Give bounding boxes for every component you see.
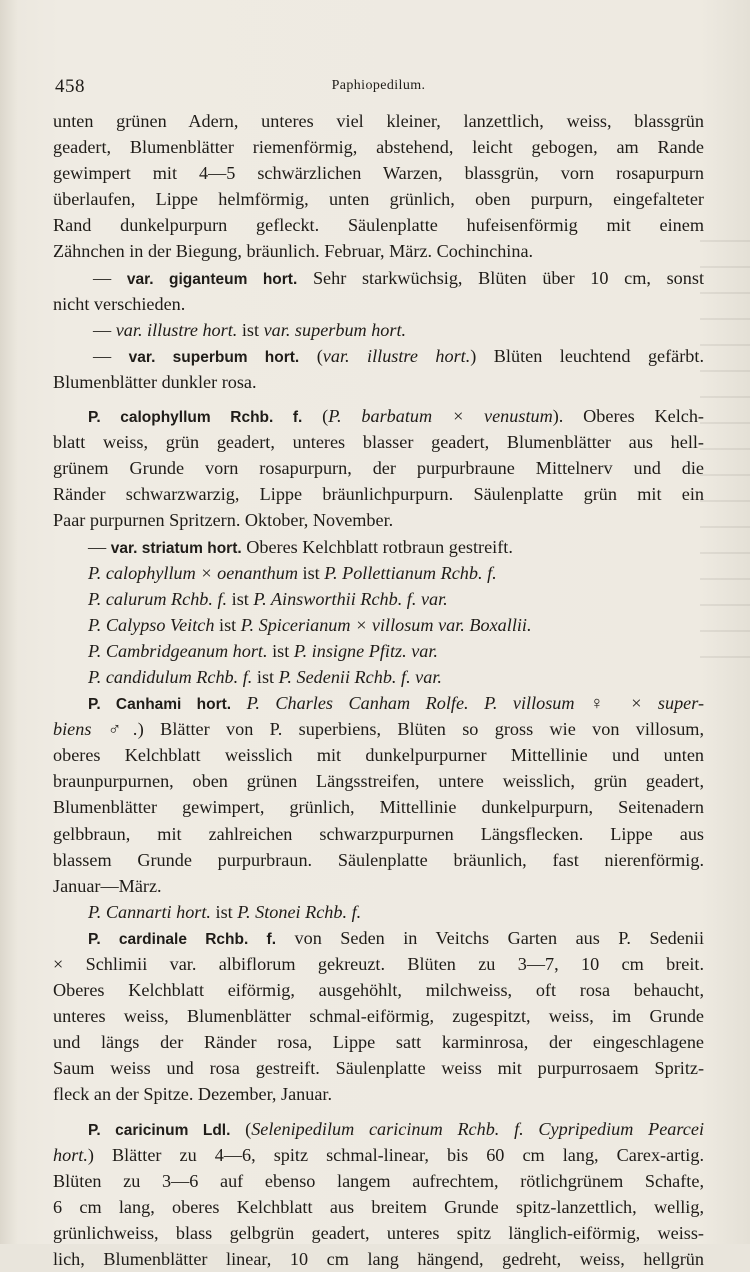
text-span — [231, 693, 247, 713]
text-span: nicht verschieden. — [53, 293, 186, 314]
text-span: ( — [230, 1118, 252, 1139]
text-line — [53, 664, 704, 690]
text-span: × Schlimii var. albiflorum gekreuzt. Blüten zu 3—7, 10 cm breit. — [53, 954, 704, 974]
italic-text: P. Pollettianum Rchb. f. — [324, 562, 497, 583]
text-line — [53, 1194, 704, 1220]
text-span: oberes Kelchblatt weisslich mit dunkelpurpurner Mittellinie und unten — [53, 745, 704, 766]
text-span: Sehr starkwüchsig, Blüten über 10 cm, sonst — [297, 267, 705, 288]
bold-entry-name: var. giganteum hort. — [126, 270, 298, 288]
text-line — [53, 160, 704, 186]
text-span: unten grünen Adern, unteres viel kleiner, lanzettlich, weiss, blassgrün — [53, 111, 704, 131]
text-line — [53, 134, 704, 160]
italic-text: P. barbatum × venustum — [328, 406, 553, 427]
text-line — [53, 429, 704, 455]
text-line — [53, 1081, 704, 1107]
text-line — [53, 317, 704, 343]
show-through-shadow — [700, 240, 750, 660]
text-line — [53, 455, 704, 481]
text-span: gewimpert mit 4—5 schwärzlichen Warzen, blassgrün, vorn rosapurpurn — [53, 163, 704, 184]
text-span: Blumenblätter gewimpert, grünlich, Mittellinie dunkelpurpurn, Seitenadern — [53, 797, 704, 818]
text-span: Blüten zu 3—6 auf ebenso langem aufrechtem, rötlichgrünem Schafte, — [53, 1170, 704, 1191]
text-span: ist — [252, 666, 279, 687]
text-line — [53, 821, 704, 847]
text-line — [53, 1116, 704, 1142]
text-span: ist — [237, 319, 264, 340]
text-line — [53, 507, 704, 533]
italic-text: P. Stonei Rchb. f. — [237, 901, 362, 922]
italic-text: P. candidulum Rchb. f. — [88, 666, 253, 687]
text-line — [53, 238, 704, 264]
text-line — [53, 612, 704, 638]
text-span: Zähnchen in der Biegung, bräunlich. Februar, März. Cochinchina. — [53, 241, 534, 262]
text-line — [53, 873, 704, 899]
italic-text: biens ♂. — [53, 719, 138, 740]
text-span: Rand dunkelpurpurn gefleckt. Säulenplatte hufeisenförmig mit einem — [53, 215, 704, 236]
text-line — [53, 108, 704, 134]
italic-text: P. Ainsworthii Rchb. f. var. — [253, 588, 448, 609]
text-span: Oberes Kelchblatt eiförmig, ausgehöhlt, milchweiss, oft rosa behaucht, — [53, 980, 704, 1001]
bold-entry-name: P. cardinale Rchb. f. — [88, 930, 277, 948]
text-line — [53, 343, 704, 369]
italic-text: P. Charles Canham Rolfe. P. villosum ♀ × super- — [246, 693, 705, 714]
text-line — [53, 1003, 704, 1029]
text-span: blatt weiss, grün geadert, unteres blasser geadert, Blumenblätter aus hell- — [53, 432, 704, 453]
text-span: überlaufen, Lippe helmförmig, unten grünlich, oben purpurn, eingefalteter — [53, 189, 704, 210]
italic-text: P. Spicerianum × villosum var. Boxallii. — [240, 614, 532, 635]
bold-entry-name: var. striatum hort. — [110, 539, 242, 557]
bold-entry-name: P. Canhami hort. — [88, 696, 232, 714]
text-span: fleck an der Spitze. Dezember, Januar. — [53, 1084, 333, 1105]
text-line — [53, 403, 704, 429]
text-span: grünem Grunde vorn rosapurpurn, der purpurbraune Mittelnerv und die — [53, 458, 704, 479]
text-span: Saum weiss und rosa gestreift. Säulenplatte weiss mit purpurrosaem Spritz- — [53, 1058, 704, 1079]
text-span: und längs der Ränder rosa, Lippe satt karminrosa, der eingeschlagene — [53, 1032, 704, 1053]
text-span: Ränder schwarzwarzig, Lippe bräunlichpurpurn. Säulenplatte grün mit ein — [53, 484, 704, 505]
text-line — [53, 794, 704, 820]
text-span: ( — [302, 406, 329, 427]
text-span: ist — [267, 640, 294, 661]
italic-text: hort. — [53, 1144, 88, 1165]
text-line — [53, 951, 704, 977]
italic-text: P. Calypso Veitch — [88, 614, 215, 635]
italic-text: var. illustre hort. — [115, 319, 238, 340]
text-line — [53, 925, 704, 951]
text-line — [53, 369, 704, 395]
text-span: 6 cm lang, oberes Kelchblatt aus breitem Grunde spitz-lanzettlich, wellig, — [53, 1196, 704, 1217]
text-span: blassem Grunde purpurbraun. Säulenplatte bräunlich, fast nierenförmig. — [53, 849, 704, 870]
page-number: 458 — [55, 76, 85, 97]
italic-text: P. calophyllum × oenanthum — [88, 562, 298, 583]
text-span: ) Blüten leuchtend gefärbt. — [470, 345, 705, 366]
text-span: ist — [214, 614, 241, 635]
text-line — [53, 586, 704, 612]
text-span: ist — [297, 562, 325, 583]
text-span: lich, Blumenblätter linear, 10 cm lang hängend, gedreht, weiss, hellgrün — [53, 1249, 704, 1270]
text-span: Paar purpurnen Spritzern. Oktober, November. — [53, 510, 394, 531]
text-span: grünlichweiss, blass gelbgrün geadert, unteres spitz länglich-eiförmig, weiss- — [53, 1222, 704, 1243]
text-line — [53, 638, 704, 664]
text-span: geadert, Blumenblätter riemenförmig, abstehend, leicht gebogen, am Rande — [53, 137, 704, 158]
italic-text: var. illustre hort. — [322, 345, 471, 366]
text-span: — — [88, 536, 111, 557]
text-line — [53, 481, 704, 507]
bold-entry-name: P. calophyllum Rchb. f. — [88, 409, 303, 427]
italic-text: P. Sedenii Rchb. f. var. — [278, 666, 442, 687]
bold-entry-name: var. superbum hort. — [128, 348, 300, 366]
text-line — [53, 560, 704, 586]
text-span: braunpurpurnen, oben grünen Längsstreifen, untere weisslich, grün geadert, — [53, 771, 704, 792]
text-span: unteres weiss, Blumenblätter schmal-eiförmig, zugespitzt, weiss, im Grunde — [53, 1006, 704, 1027]
text-line — [53, 186, 704, 212]
text-span: ist — [210, 901, 238, 922]
text-line — [53, 1168, 704, 1194]
text-span: — — [93, 319, 116, 340]
text-span: gelbbraun, mit zahlreichen schwarzpurpurnen Längsflecken. Lippe aus — [53, 823, 704, 844]
text-span: — — [93, 267, 127, 288]
text-span: von Seden in Veitchs Garten aus P. Sedenii — [276, 927, 705, 948]
text-line — [53, 1220, 704, 1246]
text-line — [53, 212, 704, 238]
text-span: ist — [227, 588, 254, 609]
italic-text: P. calurum Rchb. f. — [88, 588, 228, 609]
italic-text: Selenipedilum caricinum Rchb. f. Cypripedium Pearcei — [251, 1118, 704, 1139]
text-line — [53, 265, 704, 291]
running-title: Paphiopedilum. — [331, 78, 426, 93]
text-line — [53, 534, 704, 560]
text-span: ). Oberes Kelch- — [552, 406, 704, 427]
text-line — [53, 1029, 704, 1055]
italic-text: P. Cambridgeanum hort. — [88, 640, 268, 661]
italic-text: P. Cannarti hort. — [88, 901, 211, 922]
italic-text: P. insigne Pfitz. var. — [293, 640, 438, 661]
page-body-text — [53, 108, 704, 1272]
text-line — [53, 716, 704, 742]
paragraph-gap — [53, 395, 704, 403]
text-line — [53, 768, 704, 794]
text-line — [53, 899, 704, 925]
text-span: ( — [299, 345, 323, 366]
text-line — [53, 742, 704, 768]
text-line — [53, 291, 704, 317]
text-line — [53, 977, 704, 1003]
paragraph-gap — [53, 1108, 704, 1116]
italic-text: var. superbum hort. — [263, 319, 407, 340]
text-span: Januar—März. — [53, 875, 162, 896]
text-span: Blumenblätter dunkler rosa. — [53, 371, 257, 392]
text-line — [53, 847, 704, 873]
text-span: ) Blätter zu 4—6, spitz schmal-linear, bis 60 cm lang, Carex-artig. — [87, 1144, 704, 1165]
text-span: — — [93, 345, 129, 366]
text-line — [53, 690, 704, 716]
page-header — [55, 76, 702, 102]
text-line — [53, 1142, 704, 1168]
bold-entry-name: P. caricinum Ldl. — [88, 1121, 231, 1139]
text-span: Oberes Kelchblatt rotbraun gestreift. — [241, 536, 513, 557]
text-line — [53, 1246, 704, 1272]
text-span: ) Blätter von P. superbiens, Blüten so gross wie von villosum, — [137, 719, 704, 740]
text-line — [53, 1055, 704, 1081]
